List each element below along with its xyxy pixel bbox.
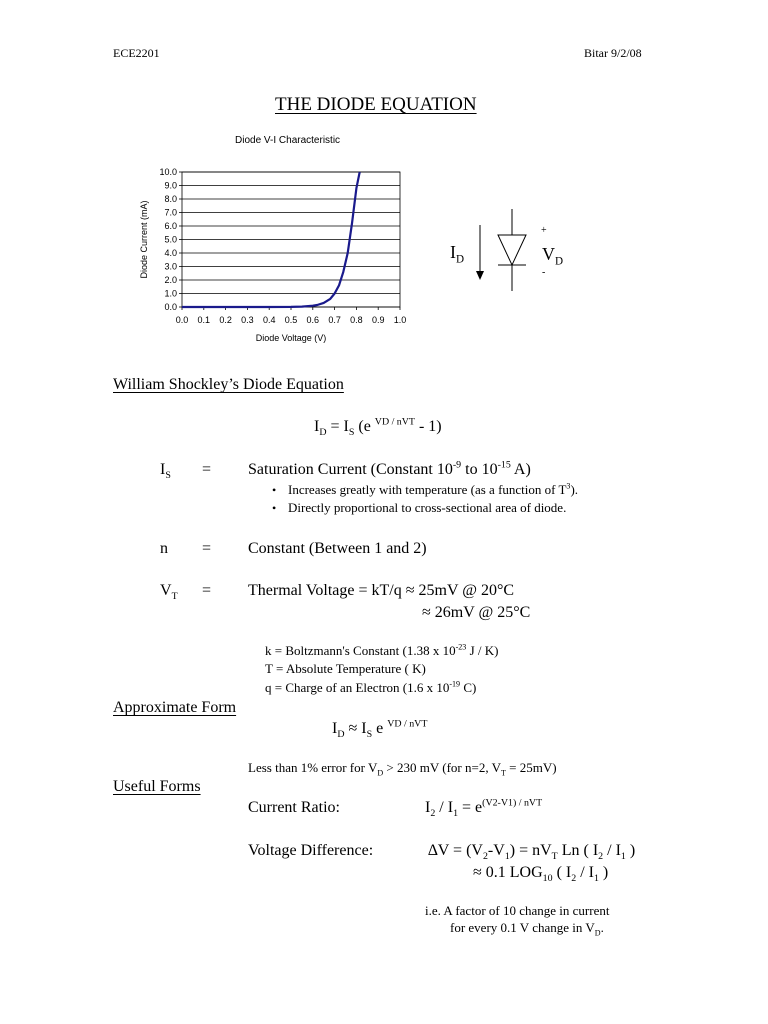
y-tick-label: 5.0 xyxy=(164,234,177,245)
approx-error-note: Less than 1% error for $V_D > 230$ mV (for n=2, $V_T = 25mV$) xyxy=(248,760,557,778)
x-tick-label: 0.4 xyxy=(262,315,276,325)
y-tick-label: 4.0 xyxy=(164,248,177,258)
diode-minus: - xyxy=(542,267,546,278)
n-symbol: n xyxy=(160,540,168,557)
x-tick-label: 1.0 xyxy=(393,315,407,325)
electron-charge: q = Charge of an Electron (1.6 x $10^{-19}$ C) xyxy=(265,679,477,695)
x-tick-label: 0.6 xyxy=(306,315,320,325)
factor-note-line1: i.e. A factor of 10 change in current xyxy=(425,903,610,918)
x-tick-label: 0.3 xyxy=(241,315,254,325)
y-tick-label: 1.0 xyxy=(164,288,177,299)
y-tick-label: 9.0 xyxy=(164,180,177,191)
current-ratio-label: Current Ratio: xyxy=(248,799,340,816)
is-bullet-temperature: • Increases greatly with temperature (as a function of $T^3$). xyxy=(288,481,578,499)
voltage-difference-label: Voltage Difference: xyxy=(248,842,374,859)
voltage-difference-equation: $\Delta V = (V_2-V_1) = nV_T$ Ln ( $I_2 / I_1$ ) xyxy=(428,842,636,863)
approx-heading: Approximate Form xyxy=(113,699,237,716)
is-symbol: $I_S$ xyxy=(160,461,171,482)
x-tick-label: 0.8 xyxy=(350,315,363,325)
voltage-difference-log: ≈ 0.1 $LOG_{10}$ ( $I_2 / I_1$ ) xyxy=(473,864,609,885)
boltzmann-constant: k = Boltzmann's Constant (1.38 x $10^{-23}$ J / K) xyxy=(265,642,499,658)
y-tick-label: 8.0 xyxy=(164,194,177,204)
y-tick-label: 3.0 xyxy=(164,261,177,272)
is-bullet-area: • Directly proportional to cross-sectional area of diode. xyxy=(288,499,578,517)
diode-plus: + xyxy=(541,225,547,236)
x-axis-label: Diode Voltage (V) xyxy=(255,333,327,343)
is-equals: = xyxy=(202,461,212,478)
useful-heading: Useful Forms xyxy=(113,778,201,795)
n-definition: Constant (Between 1 and 2) xyxy=(248,540,427,557)
is-definition: Saturation Current (Constant $10^{-9}$ to $10^{-15}$ A) xyxy=(248,459,531,478)
y-tick-label: 0.0 xyxy=(164,302,177,312)
vt-definition-line2: ≈ 26mV @ 25°C xyxy=(422,604,531,621)
vi-chart xyxy=(130,160,430,350)
course-code: ECE2201 xyxy=(113,46,160,60)
vt-symbol: $V_T$ xyxy=(160,582,178,603)
absolute-temperature: T = Absolute Temperature ( K) xyxy=(265,661,426,676)
diode-current-label: $I_D$ xyxy=(450,242,465,266)
page-title: THE DIODE EQUATION xyxy=(275,94,477,115)
x-tick-label: 0.1 xyxy=(197,315,211,325)
shockley-heading: William Shockley’s Diode Equation xyxy=(113,376,344,393)
author-date: Bitar 9/2/08 xyxy=(584,46,642,60)
x-tick-label: 0.0 xyxy=(175,315,189,325)
y-tick-label: 7.0 xyxy=(164,207,177,218)
x-tick-label: 0.7 xyxy=(328,315,341,325)
n-equals: = xyxy=(202,540,212,557)
factor-note-line2: for every 0.1 V change in $V_D$. xyxy=(450,920,604,938)
diode-voltage-label: $V_D$ xyxy=(542,244,564,268)
vt-equals: = xyxy=(202,582,212,599)
y-axis-label: Diode Current (mA) xyxy=(139,200,149,279)
chart-title: Diode V-I Characteristic xyxy=(235,135,341,146)
x-tick-label: 0.9 xyxy=(371,315,385,325)
current-ratio-equation: $I_2 / I_1 = e^{(V2-V1) / nVT}$ xyxy=(425,797,543,820)
y-tick-label: 6.0 xyxy=(164,221,177,231)
x-tick-label: 0.5 xyxy=(284,315,298,325)
vt-definition-line1: Thermal Voltage = kT/q ≈ 25mV @ 20°C xyxy=(248,582,515,599)
y-tick-label: 2.0 xyxy=(164,275,177,285)
x-tick-label: 0.2 xyxy=(219,315,232,325)
y-tick-label: 10.0 xyxy=(159,167,177,177)
approx-equation: $I_D \approx I_S$ e $^{VD / nVT}$ xyxy=(332,718,428,741)
shockley-equation: $I_D = I_S$ (e $^{VD / nVT}$ - 1) xyxy=(314,416,442,439)
is-bullets xyxy=(272,481,578,517)
